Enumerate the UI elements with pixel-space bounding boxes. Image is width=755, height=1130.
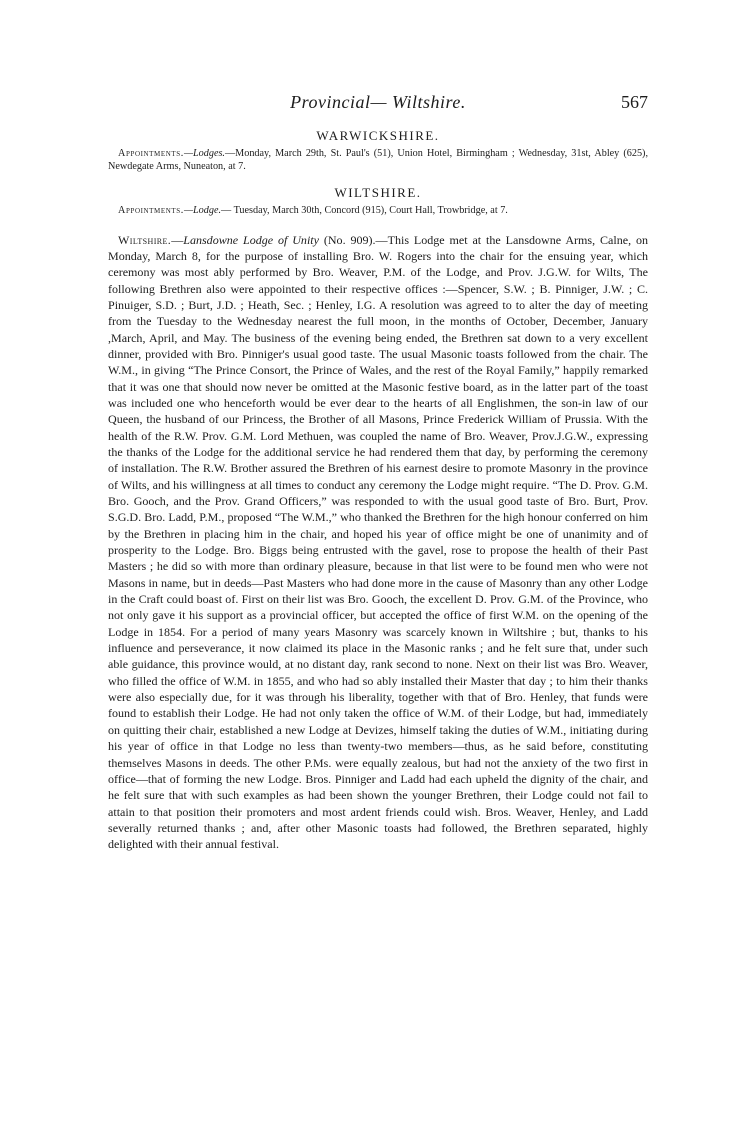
journal-page xyxy=(108,92,648,865)
warwickshire-appointments xyxy=(108,148,648,173)
report-body: (No. 909).—This Lodge met at the Lansdowne Arms, Calne, on Monday, March 8, for the purpose of installing Bro. W. Rogers into the chair for the ensuing year, which ceremony was most ably performed by Bro. Weaver, P.M. of the Lodge, and Prov. J.G.W. for Wilts, The following Brethren also were appointed to their respective offices :—Spencer, S.W. ; B. Pinniger, J.W. ; C. Pinuiger, S.D. ; Burt, J.D. ; Heath, Sec. ; Henley, I.G. A resolution was agreed to to alter the day of meeting from the Tuesday to the Wednesday nearest the full moon, in the months of October, December, January ,March, April, and May. The business of the evening being ended, the Brethren sat down to a very excellent dinner, provided with Bro. Pinniger's usual good taste. The usual Masonic toasts followed from the chair. The W.M., in giving “The Prince Consort, the Prince of Wales, and the rest of the Royal Family,” happily remarked that it was one that should now never be omitted at the Masonic festive board, as in the latter part of the toast was included one who henceforth would be ever dear to the hearts of all Englishmen, the son-in law of our Queen, the husband of our Princess, the Brother of all Masons, Prince Frederick William of Prussia. With the health of the R.W. Prov. G.M. Lord Methuen, was coupled the name of Bro. Weaver, Prov.J.G.W., expressing the thanks of the Lodge for the additional service he had rendered them that day, by performing the ceremony of installation. The R.W. Brother assured the Brethren of his earnest desire to promote Masonry in the province of Wilts, and his willingness at all times to conduct any ceremony the Lodge might require. “The D. Prov. G.M. Bro. Gooch, and the Prov. Grand Officers,” was responded to with the usual good taste of Bro. Burt, Prov. S.G.D. Bro. Ladd, P.M., proposed “The W.M.,” who thanked the Brethren for the high honour conferred on him by the Brethren in placing him in the chair, and hoped his year of office might be one of unanimity and of prosperity to the Lodge. Bro. Biggs being entrusted with the gavel, rose to propose the health of their Past Masters ; he did so with more than ordinary pleasure, because in that list were to be found men who were not Masons in name, but in deeds—Past Masters who had done more in the cause of Masonry than any other Lodge in the Craft could boast of. First on their list was Bro. Gooch, the excellent D. Prov. G.M. of the Province, who not only gave it his support as a provincial officer, but accepted the office of first W.M. on the opening of the Lodge in 1854. For a period of many years Masonry was scarcely known in Wiltshire ; but, thanks to his influence and perseverance, it now claimed its place in the Masonic ranks ; and he felt sure that, under such able guidance, this province would, at no distant day, rank second to none. Next on their list was Bro. Weaver, who filled the office of W.M. in 1855, and who had so ably installed their Master that day ; to him their thanks were also especially due, for it was through his liberality, together with that of Bro. Henley, that funds were found to establish their Lodge. He had not only taken the office of W.M. of their Lodge, but had, immediately on quitting their chair, established a new Lodge at Devizes, himself taking the duties of W.M., initiating during his year of office in that Lodge no less than twenty-two members—thus, as he said before, constituting themselves Masons in deeds. The other P.Ms. were equally zealous, but had not the anxiety of the two first in office—that of forming the new Lodge. Bros. Pinniger and Ladd had each upheld the dignity of the chair, and he felt sure that with such examples as had been shown the younger Brethren, their Lodge could not fail to attain to that position their promoters and most ardent friends could wish. Bros. Weaver, Henley, and Ladd severally returned thanks ; and, after other Masonic toasts had followed, the Brethren separated, highly delighted with their annual festival. xyxy=(108,232,648,852)
wiltshire-lodge-report xyxy=(108,232,648,853)
warwickshire-heading: WARWICKSHIRE. xyxy=(316,128,440,143)
running-title: Provincial— Wiltshire. xyxy=(290,92,466,112)
wiltshire-appointments-lead: Appointments. xyxy=(118,205,184,216)
report-lead: Wiltshire. xyxy=(118,232,172,247)
page-number: 567 xyxy=(621,92,648,112)
report-dash: — xyxy=(171,232,184,247)
wiltshire-heading: WILTSHIRE. xyxy=(334,185,422,200)
wiltshire-appointments-text: — Tuesday, March 30th, Concord (915), Court Hall, Trowbridge, at 7. xyxy=(221,205,508,216)
wiltshire-appointments xyxy=(108,205,648,218)
warwickshire-appointments-text: —Monday, March 29th, St. Paul's (51), Union Hotel, Birmingham ; Wednesday, 31st, Abley (625), Newdegate Arms, Nuneaton, at 7. xyxy=(108,148,648,172)
warwickshire-appointments-lead: Appointments. xyxy=(118,148,184,159)
report-lodge-name: Lansdowne Lodge of Unity xyxy=(183,232,319,247)
wiltshire-appointments-kind: —Lodge. xyxy=(183,205,222,216)
warwickshire-appointments-kind: —Lodges. xyxy=(183,148,225,159)
running-head xyxy=(108,92,648,118)
